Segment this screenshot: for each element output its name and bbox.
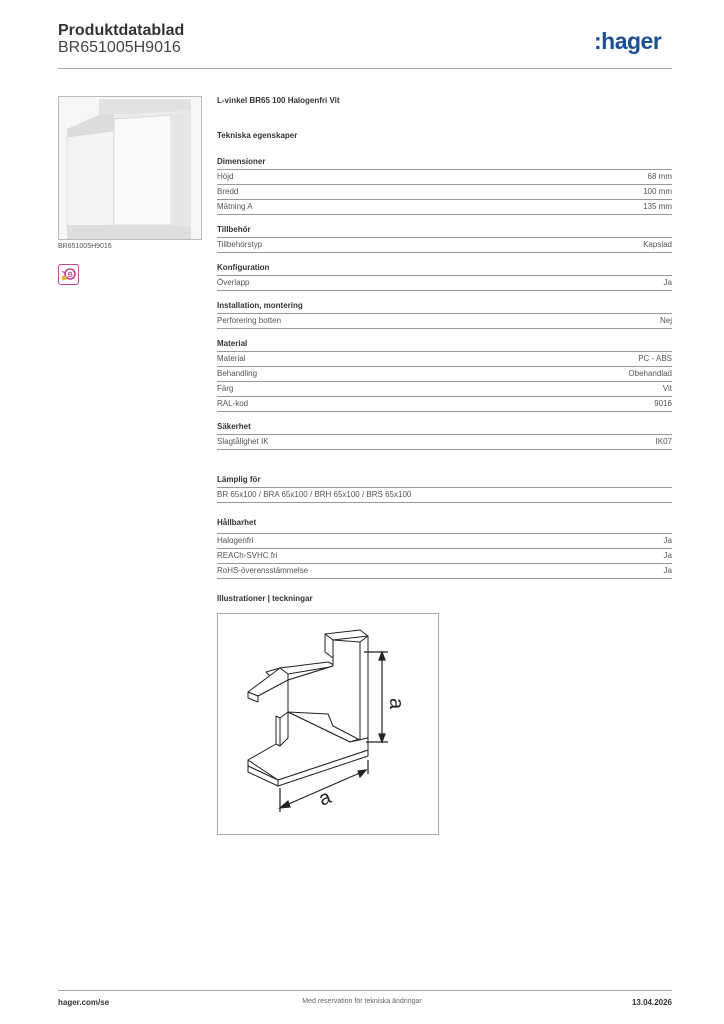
footer-date: 13.04.2026 [631, 998, 672, 1007]
hager-logo: :hager [594, 28, 662, 54]
product-code: BR651005H9016 [58, 39, 181, 56]
spec-row: Slagtålighet IK IK07 [217, 434, 672, 450]
product-name: L-vinkel BR65 100 Halogenfri Vit [217, 96, 340, 105]
spec-row: Perforering botten Nej [217, 313, 672, 329]
spec-row: REACh-SVHC fri Ja [217, 548, 672, 563]
footer-divider [58, 990, 672, 991]
image-caption: BR651005H9016 [58, 243, 112, 250]
illustrations-heading: Illustrationer | teckningar [217, 594, 313, 603]
section-sustainability [217, 516, 672, 579]
section-title: Lämplig för [217, 475, 261, 484]
dimension-label-a: a [315, 786, 335, 811]
spec-row: BR 65x100 / BRA 65x100 / BRH 65x100 / BRS 65x100 [217, 487, 672, 503]
spec-row: RAL-kod 9016 [217, 396, 672, 412]
section-suitable-for [217, 473, 672, 503]
section-title: Tillbehör [217, 225, 251, 234]
spec-row: Material PC - ABS [217, 351, 672, 366]
spec-row: Bredd 100 mm [217, 184, 672, 199]
spec-row: Behandling Obehandlad [217, 366, 672, 381]
section-title: Hållbarhet [217, 518, 257, 527]
section-installation [217, 299, 672, 329]
section-accessories [217, 223, 672, 253]
section-title: Dimensioner [217, 157, 266, 166]
spec-row: Överlapp Ja [217, 275, 672, 291]
dimension-label-a: a [385, 698, 407, 710]
section-title: Installation, montering [217, 301, 303, 310]
footer-site-link[interactable]: hager.com/se [58, 998, 110, 1007]
spec-content [217, 96, 672, 587]
section-title: Säkerhet [217, 422, 251, 431]
header-divider [58, 68, 672, 69]
section-title: Konfiguration [217, 263, 270, 272]
section-material [217, 337, 672, 412]
section-safety [217, 420, 672, 450]
footer-disclaimer: Med reservation för tekniska ändringar [302, 998, 422, 1005]
section-title: Material [217, 339, 248, 348]
spec-row: RoHS-överensstämmelse Ja [217, 563, 672, 579]
spec-row: Tillbehörstyp Kapslad [217, 237, 672, 253]
technical-drawing [217, 613, 439, 835]
spec-row: Höjd 68 mm [217, 169, 672, 184]
halogen-free-icon [58, 264, 79, 285]
spec-row: Halogenfri Ja [217, 533, 672, 548]
spec-row: Mätning A 135 mm [217, 199, 672, 215]
product-image [58, 96, 202, 240]
section-configuration [217, 261, 672, 291]
tech-properties-heading: Tekniska egenskaper [217, 131, 298, 140]
section-dimensions [217, 155, 672, 215]
svg-text:B: B [67, 272, 73, 279]
spec-row: Färg Vit [217, 381, 672, 396]
document-title: Produktdatablad [58, 22, 185, 39]
